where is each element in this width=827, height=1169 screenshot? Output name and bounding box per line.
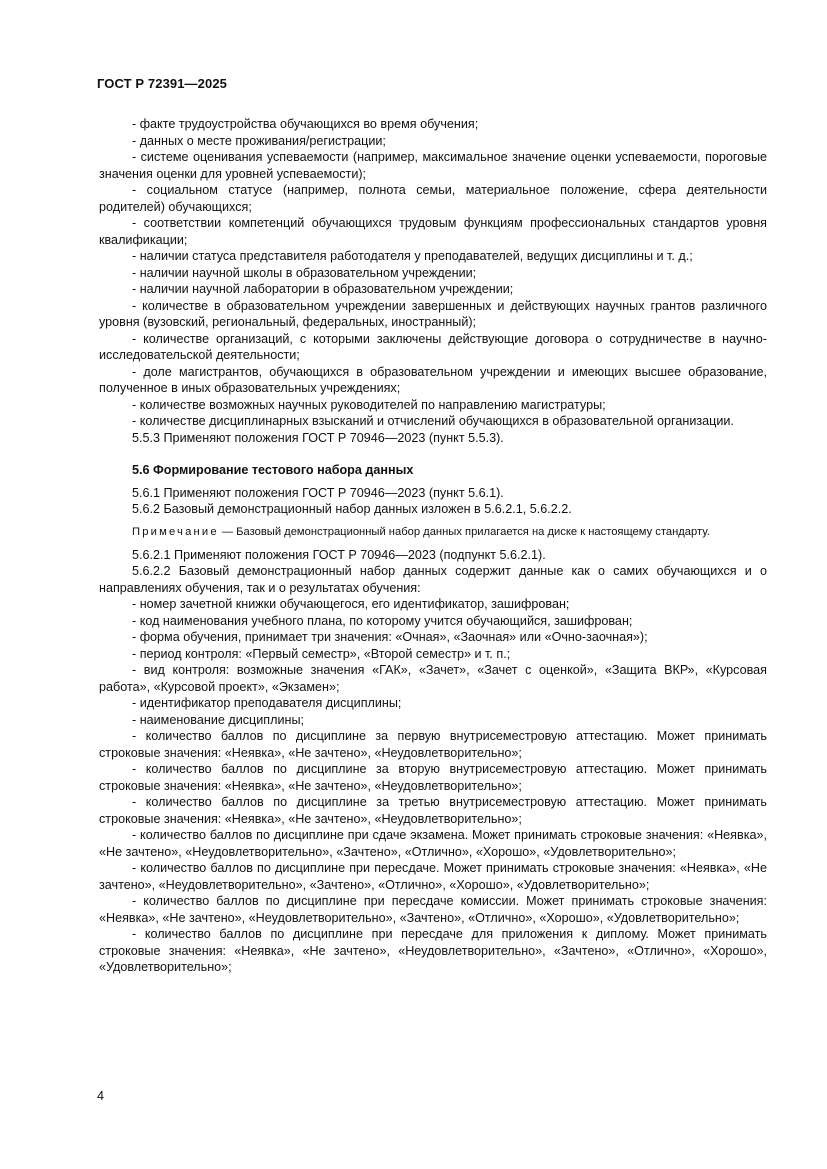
list-item: - количество баллов по дисциплине за третью внутрисеместровую аттестацию. Может принимать строковые значения: «Неявка», «Не зачтено», «Неудовлетворительно»; — [99, 795, 767, 826]
document-header-title: ГОСТ Р 72391—2025 — [97, 76, 227, 91]
list-item: - наличии статуса представителя работодателя у преподавателей, ведущих дисциплины и т. д.; — [132, 249, 693, 263]
paragraph-5-6-2-2: 5.6.2.2 Базовый демонстрационный набор данных содержит данные как о самих обучающихся и о направлениях обучения, так и о результатах обучения: — [99, 564, 767, 595]
list-item: - количество баллов по дисциплине за первую внутрисеместровую аттестацию. Может принимать строковые значения: «Неявка», «Не зачтено», «Неудовлетворительно»; — [99, 729, 767, 760]
list-item: - количество баллов по дисциплине при пересдаче для приложения к диплому. Может принимать строковые значения: «Неявка», «Не зачтено», «Неудовлетворительно», «Зачтено», «Отлично», «Хорошо», «Удовлетворительно»; — [99, 927, 767, 974]
note-text: — Базовый демонстрационный набор данных прилагается на диске к настоящему стандарту. — [218, 525, 710, 538]
list-item: - количество баллов по дисциплине при сдаче экзамена. Может принимать строковые значения: «Неявка», «Не зачтено», «Неудовлетворительно», «Зачтено», «Отлично», «Хорошо», «Удовлетворительно»; — [99, 828, 767, 859]
list-item: - факте трудоустройства обучающихся во время обучения; — [132, 117, 479, 131]
list-item: - период контроля: «Первый семестр», «Второй семестр» и т. п.; — [132, 646, 511, 661]
list-item: - вид контроля: возможные значения «ГАК», «Зачет», «Зачет с оценкой», «Защита ВКР», «Курсовая работа», «Курсовой проект», «Экзамен»; — [99, 663, 767, 694]
list-item: - доле магистрантов, обучающихся в образовательном учреждении и имеющих высшее образование, полученное в иных образовательных учреждениях; — [99, 364, 767, 395]
list-item: - идентификатор преподавателя дисциплины; — [132, 696, 402, 710]
list-item: - количество баллов по дисциплине при пересдаче. Может принимать строковые значения: «Неявка», «Не зачтено», «Неудовлетворительно», «Зачтено», «Отлично», «Хорошо», «Удовлетворительно»; — [99, 861, 767, 892]
paragraph-5-5-3: 5.5.3 Применяют положения ГОСТ Р 70946—2023 (пункт 5.5.3). — [132, 430, 504, 445]
list-item: - код наименования учебного плана, по которому учится обучающийся, зашифрован; — [132, 613, 633, 628]
paragraph-5-6-2-1: 5.6.2.1 Применяют положения ГОСТ Р 70946—2023 (подпункт 5.6.2.1). — [132, 547, 546, 562]
list-item: - количестве возможных научных руководителей по направлению магистратуры; — [132, 397, 606, 412]
list-a — [99, 116, 767, 430]
list-item: - наименование дисциплины; — [132, 712, 304, 727]
list-item: - количество баллов по дисциплине при пересдаче комиссии. Может принимать строковые значения: «Неявка», «Не зачтено», «Неудовлетворительно», «Зачтено», «Отлично», «Хорошо», «Удовлетворительно»; — [99, 894, 767, 925]
list-item: - номер зачетной книжки обучающегося, его идентификатор, зашифрован; — [132, 597, 570, 611]
page-body — [99, 116, 767, 976]
list-item: - соответствии компетенций обучающихся трудовым функциям профессиональных стандартов уровня квалификации; — [99, 216, 767, 247]
paragraph-5-6-2: 5.6.2 Базовый демонстрационный набор данных изложен в 5.6.2.1, 5.6.2.2. — [132, 502, 572, 516]
list-item: - форма обучения, принимает три значения: «Очная», «Заочная» или «Очно-заочная»); — [132, 630, 648, 644]
list-item: - данных о месте проживания/регистрации; — [132, 133, 386, 148]
list-item: - количестве дисциплинарных взысканий и отчислений обучающихся в образовательной организации. — [132, 414, 734, 428]
note-label: Примечание — [132, 525, 219, 538]
paragraph-5-6-1: 5.6.1 Применяют положения ГОСТ Р 70946—2023 (пункт 5.6.1). — [132, 485, 504, 500]
section-heading-5-6: 5.6 Формирование тестового набора данных — [132, 463, 414, 477]
page-number: 4 — [97, 1089, 105, 1103]
list-item: - количестве в образовательном учреждении завершенных и действующих научных грантов различного уровня (вузовский, региональный, федеральных, иностранный); — [99, 298, 767, 329]
list-item: - наличии научной школы в образовательном учреждении; — [132, 265, 477, 280]
list-item: - системе оценивания успеваемости (например, максимальное значение оценки успеваемости, пороговые значения оценки для уровней успеваемости); — [99, 150, 767, 181]
list-item: - наличии научной лаборатории в образовательном учреждении; — [132, 282, 514, 296]
note — [99, 525, 767, 540]
list-b — [99, 596, 767, 976]
list-item: - количестве организаций, с которыми заключены действующие договора о сотрудничестве в научно-исследовательской деятельности; — [99, 331, 767, 362]
list-item: - социальном статусе (например, полнота семьи, материальное положение, сфера деятельности родителей) обучающихся; — [99, 183, 767, 214]
list-item: - количество баллов по дисциплине за вторую внутрисеместровую аттестацию. Может принимать строковые значения: «Неявка», «Не зачтено», «Неудовлетворительно»; — [99, 762, 767, 793]
